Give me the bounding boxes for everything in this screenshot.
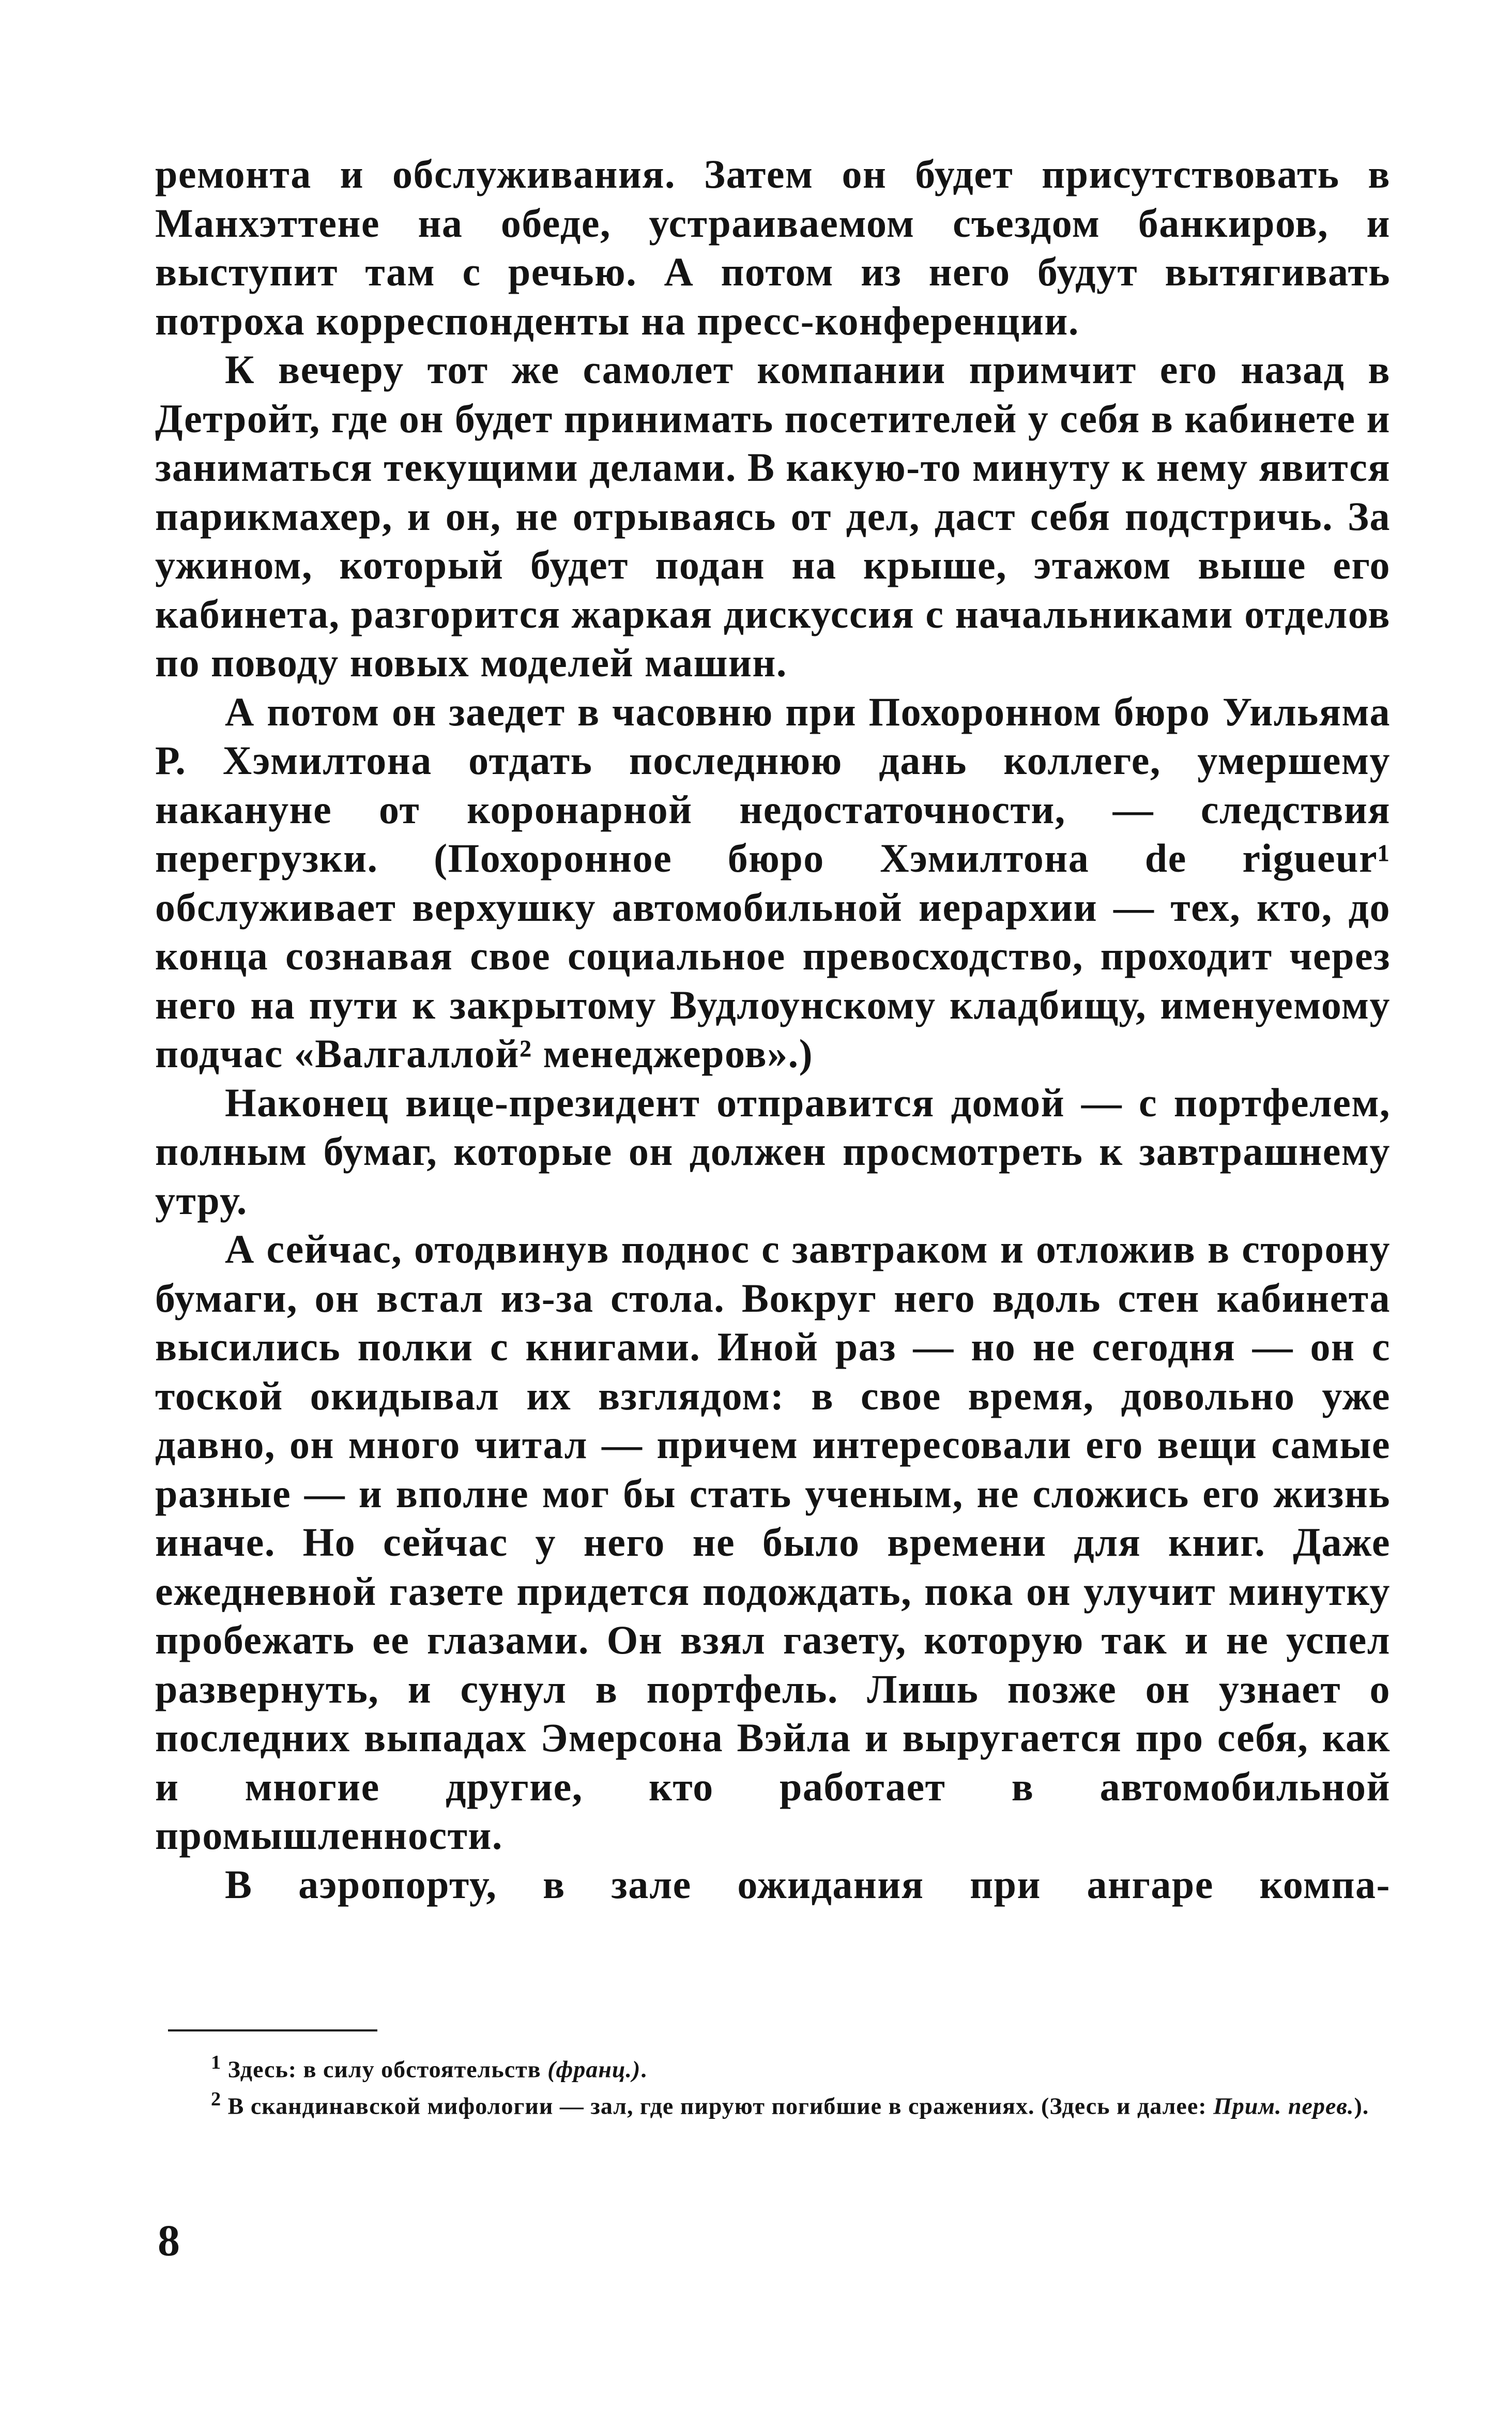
footnote-divider — [168, 2029, 377, 2031]
footnote-text-end: . — [640, 2056, 647, 2083]
footnotes — [155, 2047, 1391, 2121]
footnote-italic: Прим. перев. — [1213, 2092, 1354, 2119]
paragraph: А потом он заедет в часовню при Похоронном бюро Уильяма Р. Хэмилтона отдать последнюю дань коллеге, умершему накануне от коронарной недостаточности, — следствия перегрузки. (Похоронное бюро Хэмилтона de rigueur¹ обслуживает верхушку автомобильной иерархии — тех, кто, до конца сознавая свое социальное превосходство, проходит через него на пути к закрытому Вудлоунскому кладбищу, именуемому подчас «Валгаллой² менеджеров».) — [155, 689, 1391, 1076]
footnote-text: В скандинавской мифологии — зал, где пируют погибшие в сражениях. (Здесь и далее: — [227, 2092, 1214, 2119]
paragraph: К вечеру тот же самолет компании примчит его назад в Детройт, где он будет принимать посетителей у себя в кабинете и заниматься текущими делами. В какую-то минуту к нему явится парикмахер, и он, не отрываясь от дел, даст себя подстричь. За ужином, который будет подан на крыше, этажом выше его кабинета, разгорится жаркая дискуссия с начальниками отделов по поводу новых моделей машин. — [155, 347, 1391, 685]
paragraph: В аэропорту, в зале ожидания при ангаре компа- — [225, 1861, 1391, 1907]
paragraph: Наконец вице-президент отправится домой — с портфелем, полным бумаг, которые он должен просмотреть к завтрашнему утру. — [155, 1080, 1391, 1223]
paragraph: А сейчас, отодвинув поднос с завтраком и отложив в сторону бумаги, он встал из-за стола. Вокруг него вдоль стен кабинета высились полки с книгами. Иной раз — но не сегодня — он с тоской окидывал их взглядом: в свое время, довольно уже давно, он много читал — причем интересовали его вещи самые разные — и вполне мог бы стать ученым, не сложись его жизнь иначе. Но сейчас у него не было времени для книг. Даже ежедневной газете придется подождать, пока он улучит минутку пробежать ее глазами. Он взял газету, которую так и не успел развернуть, и сунул в портфель. Лишь позже он узнает о последних выпадах Эмерсона Вэйла и выругается про себя, как и многие другие, кто работает в автомобильной промышленности. — [155, 1226, 1391, 1858]
footnote-mark: 2 — [211, 2088, 222, 2111]
paragraph: ремонта и обслуживания. Затем он будет присутствовать в Манхэттене на обеде, устраиваемом съездом банкиров, и выступит там с речью. А потом из него будут вытягивать потроха корреспонденты на пресс-конференции. — [155, 151, 1391, 343]
footnote-italic: (франц.) — [547, 2056, 641, 2083]
page-number: 8 — [158, 2216, 180, 2265]
footnote-mark: 1 — [211, 2052, 222, 2073]
body-text — [155, 150, 1391, 1909]
footnote-2 — [155, 2084, 1391, 2121]
footnote-1 — [155, 2047, 1391, 2084]
footnote-text-end: ). — [1354, 2092, 1369, 2119]
footnote-text: Здесь: в силу обстоятельств — [227, 2056, 548, 2083]
